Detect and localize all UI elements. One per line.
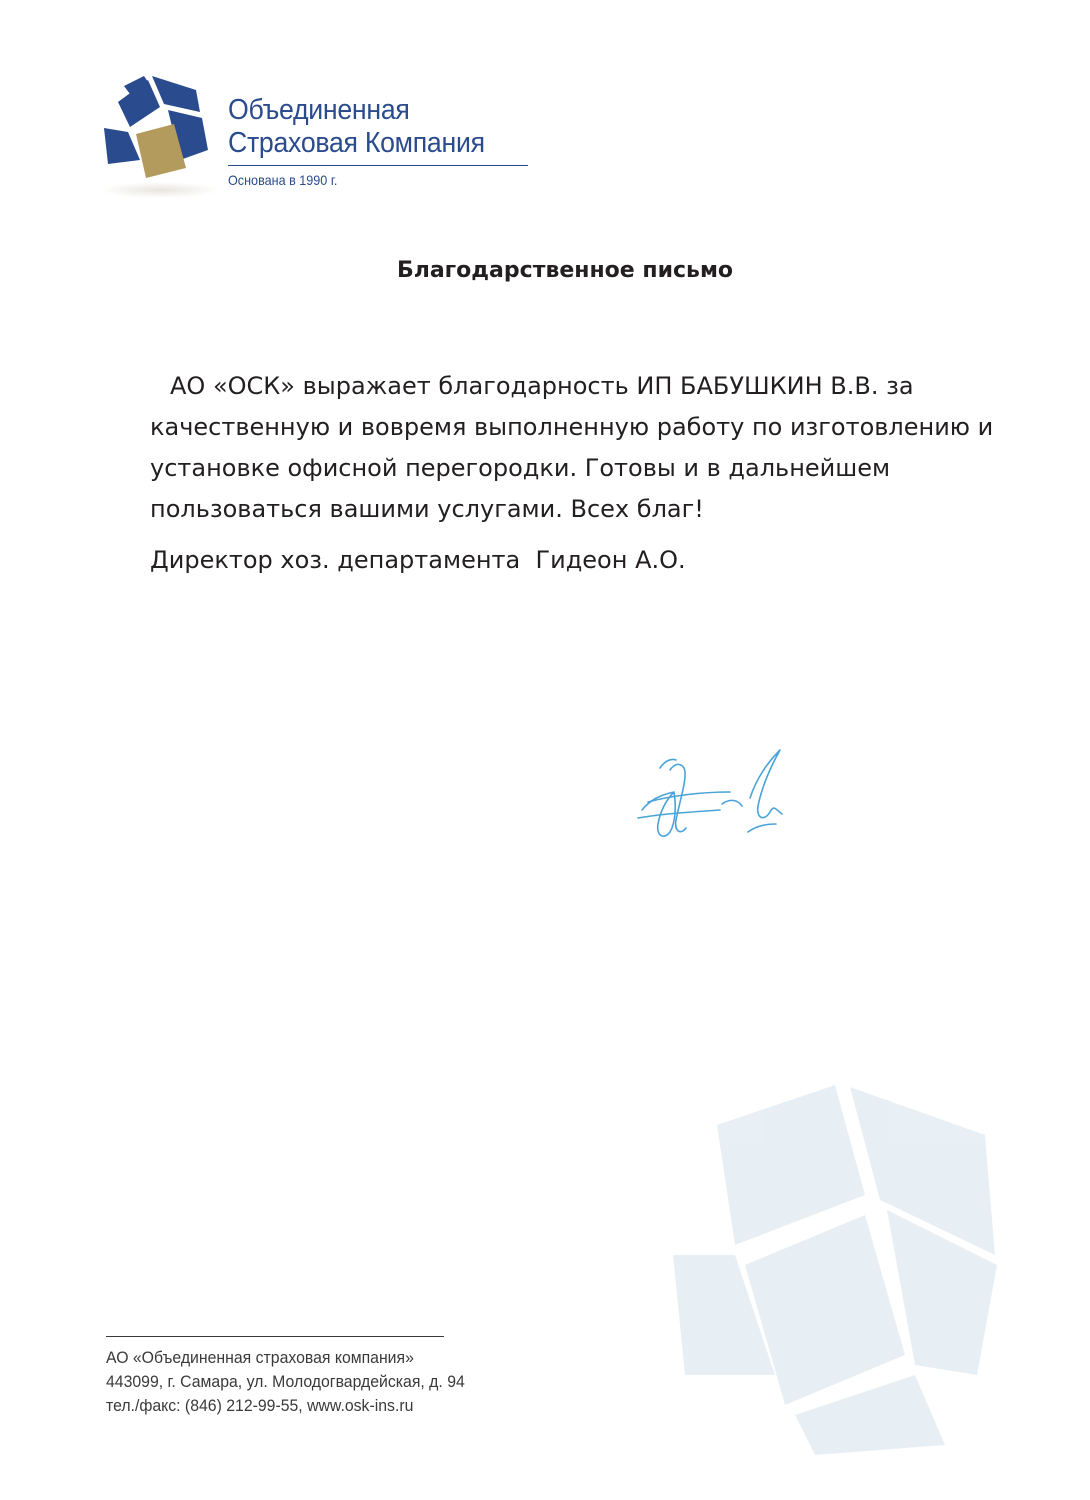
letter-body	[150, 366, 1030, 581]
company-name	[228, 94, 485, 160]
letter-title: Благодарственное письмо	[396, 258, 734, 283]
company-logo-icon	[100, 72, 215, 187]
company-logo	[100, 72, 540, 212]
logo-watermark-icon	[665, 1075, 1005, 1455]
logo-divider	[228, 165, 528, 166]
company-name-line1: Объединенная	[228, 94, 410, 126]
footer-divider	[106, 1336, 444, 1337]
signatory-line: Директор хоз. департамента Гидеон А.О.	[150, 546, 686, 574]
letter-paragraph: АО «ОСК» выражает благодарность ИП БАБУШКИН В.В. за качественную и вовремя выполненную работу по изготовлению и установке офисной перегородки. Готовы и в дальнейшем пользоваться вашими услугами. Всех благ!	[150, 372, 994, 523]
footer-address: 443099, г. Самара, ул. Молодогвардейская, д. 94	[106, 1372, 465, 1391]
logo-shadow	[100, 182, 220, 198]
founded-year: Основана в 1990 г.	[228, 172, 338, 188]
footer-contacts-line: тел./факс: (846) 212-99-55, www.osk-ins.ru	[106, 1396, 414, 1415]
company-name-line2: Страховая Компания	[228, 127, 485, 159]
handwritten-signature-icon	[630, 740, 800, 860]
footer-contacts	[106, 1346, 465, 1418]
footer-company: АО «Объединенная страховая компания»	[106, 1348, 414, 1367]
